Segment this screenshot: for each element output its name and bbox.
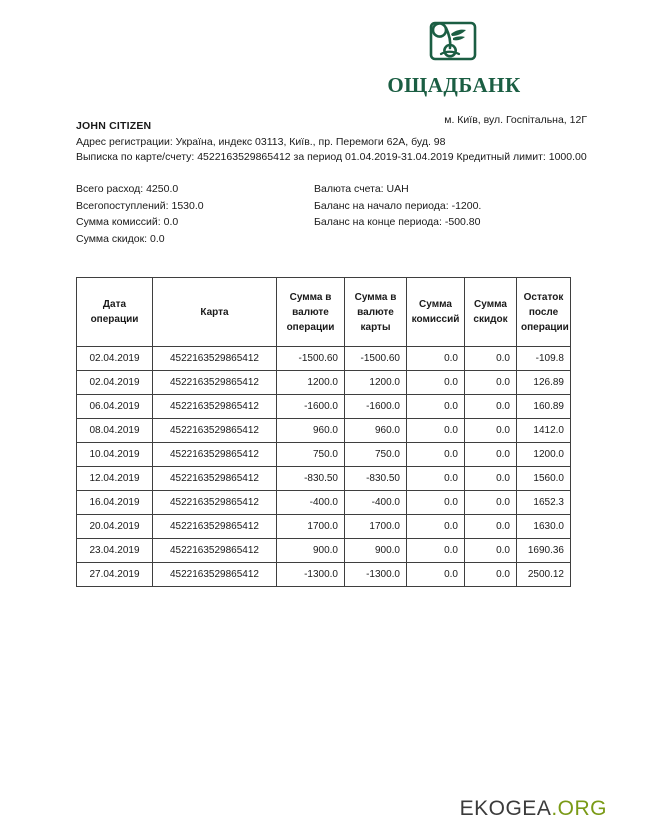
column-header-commission: Сумма комиссий [407, 278, 465, 347]
cell-date: 08.04.2019 [77, 419, 153, 443]
watermark-primary-text: EKOGEA [459, 797, 552, 820]
cell-discount: 0.0 [465, 539, 517, 563]
table-row [77, 347, 571, 371]
cell-discount: 0.0 [465, 419, 517, 443]
site-watermark [460, 797, 607, 821]
cell-date: 16.04.2019 [77, 491, 153, 515]
cell-card-number: 4522163529865412 [153, 515, 277, 539]
table-row [77, 443, 571, 467]
cell-date: 20.04.2019 [77, 515, 153, 539]
cell-discount: 0.0 [465, 371, 517, 395]
column-header-card: Карта [153, 278, 277, 347]
cell-amount-card-currency: 750.0 [345, 443, 407, 467]
cell-discount: 0.0 [465, 467, 517, 491]
cell-date: 23.04.2019 [77, 539, 153, 563]
cell-commission: 0.0 [407, 347, 465, 371]
table-row [77, 371, 571, 395]
cell-card-number: 4522163529865412 [153, 467, 277, 491]
cell-discount: 0.0 [465, 515, 517, 539]
cell-balance-after: 1690.36 [517, 539, 571, 563]
cell-commission: 0.0 [407, 467, 465, 491]
column-header-balance-after: Остаток после операции [517, 278, 571, 347]
cell-discount: 0.0 [465, 395, 517, 419]
table-row [77, 395, 571, 419]
table-row [77, 467, 571, 491]
cell-card-number: 4522163529865412 [153, 443, 277, 467]
cell-card-number: 4522163529865412 [153, 371, 277, 395]
cell-amount-card-currency: -1600.0 [345, 395, 407, 419]
cell-balance-after: 1652.3 [517, 491, 571, 515]
cell-date: 06.04.2019 [77, 395, 153, 419]
bank-letterhead [319, 14, 589, 98]
cell-balance-after: 1412.0 [517, 419, 571, 443]
table-row [77, 515, 571, 539]
oschadbank-leaf-shield-icon [429, 14, 479, 69]
cell-balance-after: 160.89 [517, 395, 571, 419]
cell-amount-card-currency: 900.0 [345, 539, 407, 563]
transactions-table-head [77, 278, 571, 347]
cell-card-number: 4522163529865412 [153, 347, 277, 371]
cell-commission: 0.0 [407, 539, 465, 563]
customer-name: JOHN CITIZEN [76, 120, 152, 132]
table-row [77, 491, 571, 515]
summary-opening-balance: Баланс на начало периода: -1200. [314, 199, 482, 212]
cell-date: 02.04.2019 [77, 347, 153, 371]
table-row [77, 563, 571, 587]
cell-amount-operation-currency: 960.0 [277, 419, 345, 443]
cell-amount-card-currency: 1700.0 [345, 515, 407, 539]
summary-total-commission: Сумма комиссий: 0.0 [76, 216, 179, 228]
cell-card-number: 4522163529865412 [153, 491, 277, 515]
cell-amount-operation-currency: -400.0 [277, 491, 345, 515]
table-header-row [77, 278, 571, 347]
summary-account-currency: Валюта счета: UAH [314, 183, 409, 195]
cell-discount: 0.0 [465, 347, 517, 371]
cell-balance-after: 126.89 [517, 371, 571, 395]
cell-balance-after: -109.8 [517, 347, 571, 371]
summary-total-discount: Сумма скидок: 0.0 [76, 232, 165, 245]
cell-amount-card-currency: -830.50 [345, 467, 407, 491]
watermark-suffix-text: .ORG [551, 797, 607, 820]
cell-date: 12.04.2019 [77, 467, 153, 491]
summary-closing-balance: Баланс на конце периода: -500.80 [314, 216, 481, 228]
table-row [77, 419, 571, 443]
transactions-table-body [77, 347, 571, 587]
cell-amount-operation-currency: -1500.60 [277, 347, 345, 371]
column-header-amount-card-currency: Сумма в валюте карты [345, 278, 407, 347]
cell-balance-after: 2500.12 [517, 563, 571, 587]
cell-date: 02.04.2019 [77, 371, 153, 395]
cell-amount-operation-currency: 1700.0 [277, 515, 345, 539]
cell-amount-operation-currency: 750.0 [277, 443, 345, 467]
table-row [77, 539, 571, 563]
cell-commission: 0.0 [407, 563, 465, 587]
cell-commission: 0.0 [407, 419, 465, 443]
cell-amount-operation-currency: 1200.0 [277, 371, 345, 395]
cell-card-number: 4522163529865412 [153, 563, 277, 587]
cell-amount-operation-currency: -1300.0 [277, 563, 345, 587]
cell-card-number: 4522163529865412 [153, 395, 277, 419]
cell-card-number: 4522163529865412 [153, 539, 277, 563]
cell-discount: 0.0 [465, 491, 517, 515]
cell-commission: 0.0 [407, 443, 465, 467]
column-header-discount: Сумма скидок [465, 278, 517, 347]
cell-amount-operation-currency: 900.0 [277, 539, 345, 563]
cell-commission: 0.0 [407, 491, 465, 515]
statement-account-period-line: Выписка по карте/счету: 4522163529865412 за период 01.04.2019-31.04.2019 Кредитный лимит: 1000.00 [76, 151, 587, 163]
statement-summary [76, 181, 576, 247]
cell-amount-card-currency: -1500.60 [345, 347, 407, 371]
customer-registration-address: Адрес регистрации: Україна, индекс 03113, Київ., пр. Перемоги 62А, буд. 98 [76, 136, 446, 148]
cell-balance-after: 1560.0 [517, 467, 571, 491]
summary-total-expense: Всего расход: 4250.0 [76, 183, 179, 195]
cell-amount-card-currency: 960.0 [345, 419, 407, 443]
bank-address: м. Київ, вул. Госпітальна, 12Г [444, 114, 587, 126]
cell-amount-operation-currency: -1600.0 [277, 395, 345, 419]
column-header-date: Дата операции [77, 278, 153, 347]
column-header-amount-operation-currency: Сумма в валюте операции [277, 278, 345, 347]
transactions-table [76, 277, 571, 587]
cell-date: 10.04.2019 [77, 443, 153, 467]
summary-column-left [76, 181, 314, 247]
cell-commission: 0.0 [407, 371, 465, 395]
cell-amount-card-currency: -400.0 [345, 491, 407, 515]
cell-amount-card-currency: -1300.0 [345, 563, 407, 587]
cell-discount: 0.0 [465, 563, 517, 587]
bank-name: ОЩАДБАНК [387, 73, 521, 97]
summary-total-income: Всегопоступлений: 1530.0 [76, 199, 204, 212]
transactions-table-container [76, 277, 570, 587]
cell-commission: 0.0 [407, 515, 465, 539]
cell-amount-operation-currency: -830.50 [277, 467, 345, 491]
cell-date: 27.04.2019 [77, 563, 153, 587]
summary-column-right [314, 181, 576, 247]
cell-amount-card-currency: 1200.0 [345, 371, 407, 395]
cell-balance-after: 1200.0 [517, 443, 571, 467]
cell-discount: 0.0 [465, 443, 517, 467]
cell-commission: 0.0 [407, 395, 465, 419]
cell-balance-after: 1630.0 [517, 515, 571, 539]
cell-card-number: 4522163529865412 [153, 419, 277, 443]
